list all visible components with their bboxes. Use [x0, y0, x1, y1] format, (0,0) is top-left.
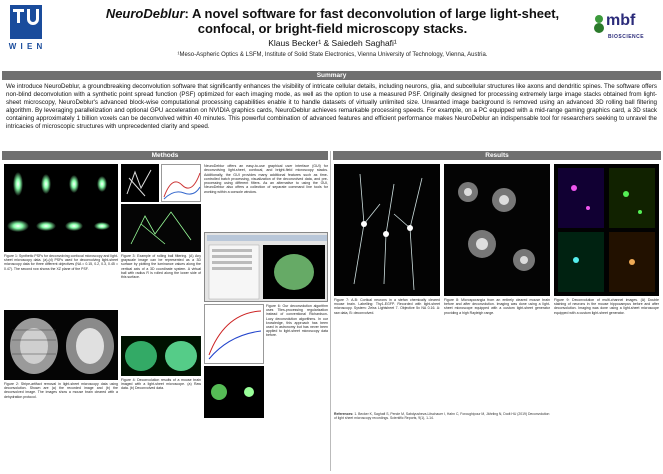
psf-images-graphic: [4, 164, 118, 252]
references-label: References:: [334, 412, 354, 416]
rolling-ball-surface-plot: [161, 164, 201, 202]
surface-plot-graphic: [162, 165, 202, 203]
affiliation: ¹Meso-Aspheric Optics & LSFM, Institute of Solid State Electronics, Vienna University of Technology, Vienna, Austria.: [177, 52, 488, 58]
results-section-bar: Results: [333, 151, 661, 160]
column-divider: [330, 151, 331, 471]
rolling-ball-raw-graphic: [121, 164, 159, 202]
summary-text: We introduce NeuroDeblur, a groundbreaking deconvolution software that significantly enhances the visibility of intricate cellular details, including neurons, glia, and subcellular structures like axons and dendritic spines. The software offers non-blind deconvolution with a synthetic point spread function (PSF) optimized for each imaging mode, as well as the option to use a measured PSF. Originally designed for processing extremely large image stacks obtained from light-sheet microscopy, NeuroDeblur's advanced block-wise computational processing capabilities enable it to handle datasets of virtually unlimited size. Unwanted image background is removed using an advanced 3D rolling ball filtering algorithm. By leveraging parallelization and optional GPU acceleration on NVIDIA graphics cards, NeuroDeblur achieves remarkable processing speeds. For example, on a PC equipped with a mid-range gaming graphics card, a 3D stack containing approximately 1 billion voxels can be deconvolved within 40 minutes. This powerful combination of advanced features and efficient performance makes NeuroDeblur an indispensable tool for researchers seeking to unravel the intricacies of microscopic structures with unprecedented clarity and speed.: [6, 83, 657, 131]
figure-2-caption: Figure 2: Stripe-artifact removal in light-sheet microscopy data using deconvolution. Shown are (a) the recorded image and (b) the deconvolved image. The images show a mouse brain cleared with a dehydration protocol.: [4, 382, 118, 399]
psf-figure-image: [4, 164, 118, 252]
tu-logo-text: W I E N: [8, 42, 44, 51]
figure-9-caption: Figure 9: Deconvolution of multi-channel images. (A) Double staining of neurons in the mouse hippocampus before and after deconvolution. Imaging was done using a light-sheet microscope equipped with a custom light-sheet generator.: [554, 298, 659, 315]
microsporangia-graphic: [444, 164, 550, 296]
figure-4-caption: Figure 4: Deconvolution results of a mouse brain imaged with a light-sheet microscope. (a) Raw data. (b) Deconvolved data.: [121, 378, 201, 391]
mbf-bioscience-logo: [592, 12, 654, 52]
rolling-ball-raw-image: [121, 164, 159, 202]
rolling-ball-filtered-image: [121, 204, 201, 252]
cortical-neurons-graphic: [334, 164, 440, 296]
poster-title: [60, 6, 605, 36]
psf-comparison-graphic: [204, 366, 264, 418]
brain-slice-graphic: [121, 336, 201, 376]
stripe-brain-graphic: [4, 310, 118, 380]
stripe-removal-image: [4, 310, 118, 380]
cortical-neurons-image: [334, 164, 440, 296]
mbf-logo-subtext: BIOSCIENCE: [608, 34, 645, 40]
psf-comparison-image: [204, 366, 264, 418]
methods-section-bar: Methods: [2, 151, 328, 160]
figure-7-caption: Figure 7: A-B: Cortical neurons in a stefan chemically cleared mouse brain. Labelling: Thy1-EGFP. Recorded with light-sheet microscopy. System: Zeiss Lightsheet 7. Objective 5x NA 0.16. A: raw data, B: deconvolved.: [334, 298, 440, 315]
gui-screenshot-figure: [204, 232, 328, 302]
figure-1-caption: Figure 1: Synthetic PSFs for deconvolving confocal microscopy and light-sheet microscopy data. (a)-(d) PSFs used for deconvolving light-sheet microscopy data for three different objectives (NA = 0.15, 0.2, 0.3, 0.45 = 0.47). The second row shows the XZ plane of the PSF.: [4, 254, 118, 271]
authors: Klaus Becker¹ & Saiedeh Saghafi¹: [268, 38, 397, 48]
tu-wien-logo: [6, 5, 46, 55]
tikhonov-plot-graphic: [205, 305, 265, 365]
gui-description-text: NeuroDeblur offers an easy-to-use graphical user interface (GUI) for deconvolving light-sheet, confocal, and bright-field microscopy stacks. Additionally, the GUI provides many additional features such as time-controlled batch processing, visualization of the deconvolved data, and pre-processing using different filters. As an alternative to using the GUI, NeuroDeblur also offers a collection of separate command line tools for working within a console window.: [204, 164, 328, 194]
title-software-name: NeuroDeblur: [105, 6, 185, 21]
multichannel-graphic: [554, 164, 659, 296]
summary-section-bar: Summary: [2, 71, 661, 80]
filtered-neuron-graphic: [121, 204, 201, 252]
figure-8-caption: Figure 8: Microsporangia from an entirely cleared mouse brain before and after deconvolution. Imaging was done using a light-sheet microscope equipped with a custom light-sheet generator providing a high Rayleigh range.: [444, 298, 550, 315]
microsporangia-image: [444, 164, 550, 296]
references: [334, 412, 550, 470]
mbf-leaf-icon: [592, 14, 606, 36]
figure-3-caption: Figure 3: Example of rolling ball filtering. (A) Any grayscale image can be represented as a 3D surface by plotting the luminance values along the vertical axis of a 3D coordinate system. A virtual ball with radius R is rolled along the lower side of this surface.: [121, 254, 201, 280]
deconvolution-brain-image: [121, 336, 201, 376]
tikhonov-plot: [204, 304, 264, 364]
tu-logo-icon: [10, 5, 42, 39]
multichannel-image: [554, 164, 659, 296]
poster-header: [0, 0, 663, 66]
title-line2: confocal, or bright-field microscopy stacks.: [197, 21, 468, 36]
figure-6-caption: Figure 6: Our deconvolution algorithm uses Tiles-processing regularization instead of conventional Richardson-Lucy deconvolution algorithms. In our knowledge, this approach has been used in astronomy but has never been applied to light-sheet microscopy data before.: [266, 304, 328, 338]
references-text: 1. Becker K, Saghafi S, Pende M, Sabdyusheva-Litschauer I, Hahn C, Foroughipour M, Jährling N, Dodt HU (2019) Deconvolution of light sheet microscopy recordings. Scientific Reports, 9(1), 1-14.: [334, 412, 550, 421]
title-line1: : A novel software for fast deconvolution of large light-sheet,: [184, 6, 560, 21]
mbf-logo-text: mbf: [606, 12, 636, 29]
gui-screenshot-graphic: [205, 233, 329, 303]
